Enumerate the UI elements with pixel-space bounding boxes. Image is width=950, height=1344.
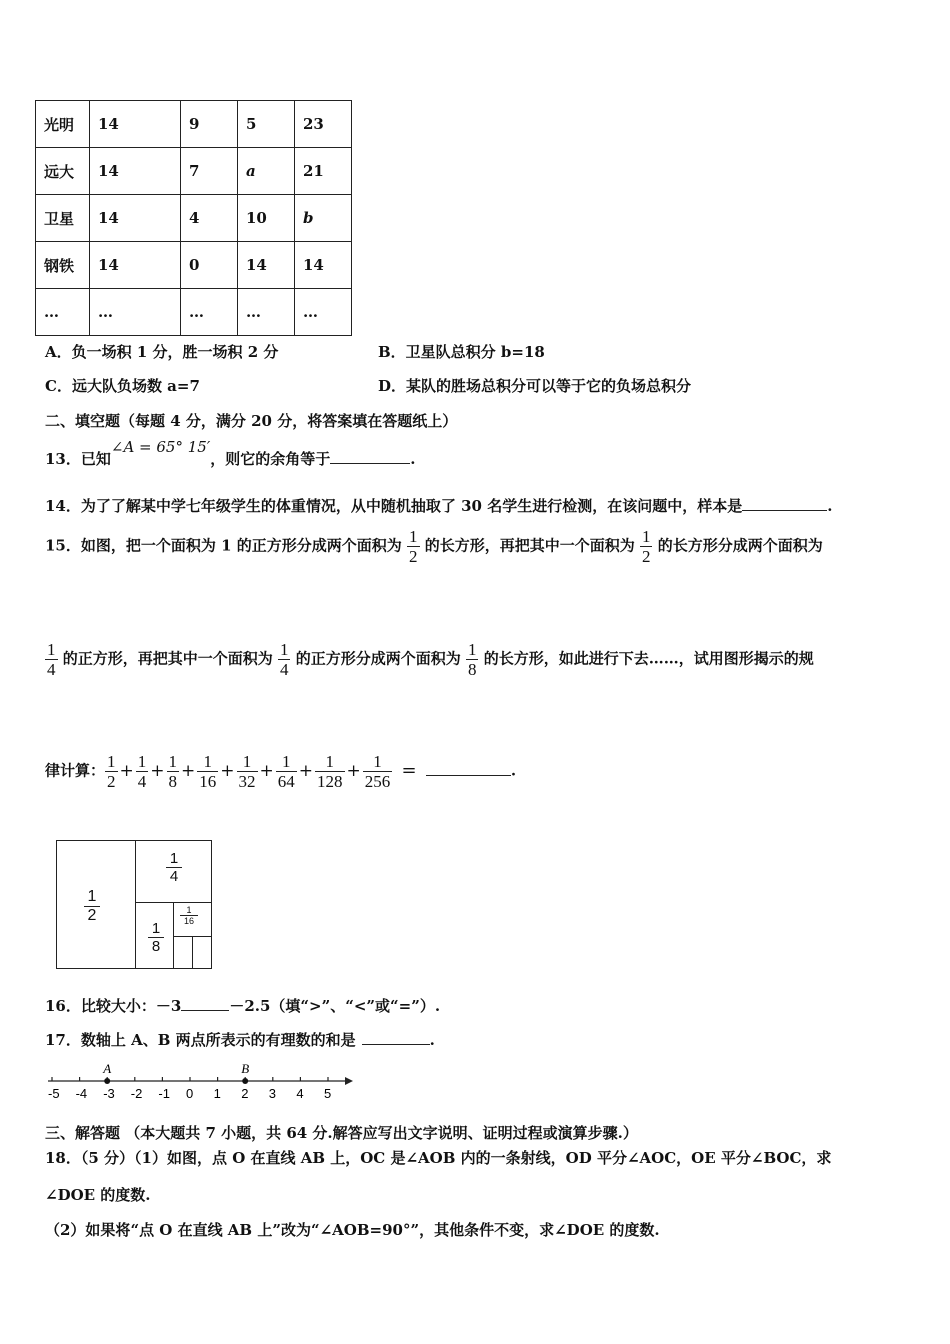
q14-end: . bbox=[827, 497, 833, 515]
team-name-cell: 卫星 bbox=[36, 195, 90, 242]
section2-header: 二、填空题（每题 4 分，满分 20 分，将答案填在答题纸上） bbox=[45, 412, 458, 430]
table-row bbox=[36, 101, 352, 148]
question-17 bbox=[45, 1029, 435, 1050]
question-16 bbox=[45, 995, 440, 1016]
sum-term-fraction: $\frac{1}{16}$ bbox=[199, 752, 217, 791]
plus-sign: + bbox=[259, 760, 274, 781]
label-half: 1 2 bbox=[84, 888, 100, 925]
axis-tick-label: 4 bbox=[296, 1086, 304, 1101]
equals-sign: = bbox=[401, 759, 417, 781]
axis-tick-label: -1 bbox=[158, 1086, 170, 1101]
table-cell: 14 bbox=[90, 242, 181, 289]
table-cell: 14 bbox=[90, 148, 181, 195]
axis-tick-label: 0 bbox=[186, 1086, 194, 1101]
q15-part3: 的长方形分成两个面积为 bbox=[657, 536, 823, 555]
plus-sign: + bbox=[298, 760, 314, 781]
option-a: A．负一场积 1 分，胜一场积 2 分 bbox=[45, 343, 279, 361]
fraction-half: $\frac{1}{2}$ bbox=[641, 527, 651, 566]
q13-end: . bbox=[410, 450, 416, 468]
q15-blank[interactable] bbox=[426, 774, 511, 776]
sum-term-fraction: $\frac{1}{128}$ bbox=[317, 752, 343, 791]
q15-part2: 的长方形，再把其中一个面积为 bbox=[424, 536, 635, 555]
q15-part6: 的长方形，如此进行下去……，试用图形揭示的规 bbox=[483, 649, 814, 668]
sum-term-fraction: $\frac{1}{4}$ bbox=[137, 752, 147, 791]
q17-end: . bbox=[429, 1031, 435, 1049]
axis-tick-label: -2 bbox=[130, 1086, 143, 1101]
table-cell: 21 bbox=[295, 148, 352, 195]
number-line bbox=[40, 1055, 360, 1105]
table-cell: 14 bbox=[238, 242, 295, 289]
table-cell: 9 bbox=[181, 101, 238, 148]
axis-tick-label: 3 bbox=[268, 1086, 277, 1101]
q13-suffix: ，则它的余角等于 bbox=[210, 450, 331, 468]
axis-tick-label: -5 bbox=[48, 1086, 60, 1101]
point-a-label: A bbox=[103, 1061, 112, 1076]
divider-sixteenth-v bbox=[192, 936, 212, 969]
q17-blank[interactable] bbox=[362, 1043, 430, 1045]
team-name-cell: 光明 bbox=[36, 101, 90, 148]
option-c: C．远大队负场数 a=7 bbox=[45, 377, 200, 395]
table-cell: 14 bbox=[90, 195, 181, 242]
sum-term-fraction: $\frac{1}{2}$ bbox=[107, 752, 116, 791]
q17-text: 17．数轴上 A、B 两点所表示的有理数的和是 bbox=[45, 1031, 356, 1049]
table-cell: a bbox=[238, 148, 295, 195]
table-cell: … bbox=[181, 289, 238, 336]
axis-tick-label: 2 bbox=[241, 1086, 249, 1101]
table-row bbox=[36, 242, 352, 289]
table-cell: … bbox=[238, 289, 295, 336]
table-cell: 23 bbox=[295, 101, 352, 148]
table-cell: … bbox=[90, 289, 181, 336]
question-15-line3 bbox=[45, 752, 516, 791]
point-a bbox=[104, 1078, 110, 1084]
question-15-line1 bbox=[45, 527, 823, 566]
label-quarter: 1 4 bbox=[166, 850, 182, 885]
point-b-label: B bbox=[241, 1061, 250, 1076]
table-cell: … bbox=[295, 289, 352, 336]
axis-tick-label: 1 bbox=[213, 1086, 221, 1101]
question-14 bbox=[45, 495, 832, 516]
label-eighth: 1 8 bbox=[148, 920, 164, 955]
table-cell: b bbox=[295, 195, 352, 242]
team-name-cell: … bbox=[36, 289, 90, 336]
axis-arrow bbox=[345, 1077, 353, 1085]
table-cell: 0 bbox=[181, 242, 238, 289]
q14-text: 14．为了了解某中学七年级学生的体重情况，从中随机抽取了 30 名学生进行检测，在该问题中，样本是 bbox=[45, 497, 743, 515]
q13-prefix: 13．已知 bbox=[45, 450, 111, 468]
question-13 bbox=[45, 438, 416, 469]
q16-rest: －2.5（填“>”、“<”或“=”）. bbox=[229, 997, 441, 1015]
question-15-line2 bbox=[45, 640, 814, 679]
sum-expression bbox=[105, 752, 392, 791]
fraction-eighth: $\frac{1}{8}$ bbox=[467, 640, 477, 679]
sum-term-fraction: $\frac{1}{8}$ bbox=[168, 752, 178, 791]
q14-blank[interactable] bbox=[742, 509, 827, 511]
plus-sign: + bbox=[346, 760, 361, 781]
fraction-half: $\frac{1}{2}$ bbox=[409, 527, 418, 566]
label-sixteenth: 1 16 bbox=[180, 905, 198, 926]
fraction-quarter: $\frac{1}{4}$ bbox=[279, 640, 289, 679]
table-row bbox=[36, 195, 352, 242]
table-row bbox=[36, 289, 352, 336]
sum-term-fraction: $\frac{1}{256}$ bbox=[364, 752, 391, 791]
q15-part7: 律计算： bbox=[45, 761, 106, 780]
q15-part4: 的正方形，再把其中一个面积为 bbox=[62, 649, 273, 668]
q13-formula: ∠A = 65° 15′ bbox=[110, 438, 211, 456]
section3-header: 三、解答题 （本大题共 7 小题，共 64 分.解答应写出文字说明、证明过程或演算步骤.） bbox=[45, 1124, 638, 1142]
plus-sign: + bbox=[150, 760, 165, 781]
q13-blank[interactable] bbox=[330, 462, 410, 464]
plus-sign: + bbox=[119, 760, 134, 781]
team-name-cell: 钢铁 bbox=[36, 242, 90, 289]
sum-term-fraction: $\frac{1}{32}$ bbox=[238, 752, 256, 791]
team-name-cell: 远大 bbox=[36, 148, 90, 195]
point-b bbox=[242, 1078, 248, 1084]
table-cell: 7 bbox=[181, 148, 238, 195]
axis-tick-label: -4 bbox=[75, 1086, 88, 1101]
fraction-quarter: $\frac{1}{4}$ bbox=[47, 640, 56, 679]
axis-tick-label: -3 bbox=[103, 1086, 115, 1101]
table-cell: 10 bbox=[238, 195, 295, 242]
q15-part1: 15．如图，把一个面积为 1 的正方形分成两个面积为 bbox=[45, 536, 402, 555]
option-b: B．卫星队总积分 b=18 bbox=[378, 343, 545, 361]
question-18-line2: ∠DOE 的度数. bbox=[45, 1186, 151, 1204]
question-18-line1: 18．（5 分）（1）如图，点 O 在直线 AB 上，OC 是∠AOB 内的一条射线，OD 平分∠AOC，OE 平分∠BOC，求 bbox=[45, 1149, 832, 1167]
q15-end: . bbox=[510, 761, 517, 780]
plus-sign: + bbox=[220, 760, 235, 781]
sum-term-fraction: $\frac{1}{64}$ bbox=[277, 752, 295, 791]
option-d: D．某队的胜场总积分可以等于它的负场总积分 bbox=[378, 377, 692, 395]
table-cell: 14 bbox=[90, 101, 181, 148]
axis-tick-label: 5 bbox=[324, 1086, 332, 1101]
table-row bbox=[36, 148, 352, 195]
q16-blank[interactable] bbox=[181, 1009, 229, 1011]
table-cell: 4 bbox=[181, 195, 238, 242]
q16-text: 16．比较大小：－3 bbox=[45, 997, 182, 1015]
table-cell: 14 bbox=[295, 242, 352, 289]
plus-sign: + bbox=[181, 760, 196, 781]
question-18-line3: （2）如果将“点 O 在直线 AB 上”改为“∠AOB=90°”，其他条件不变，求∠DOE 的度数. bbox=[45, 1221, 660, 1239]
q15-part5: 的正方形分成两个面积为 bbox=[295, 649, 461, 668]
table-cell: 5 bbox=[238, 101, 295, 148]
score-table bbox=[35, 100, 352, 336]
